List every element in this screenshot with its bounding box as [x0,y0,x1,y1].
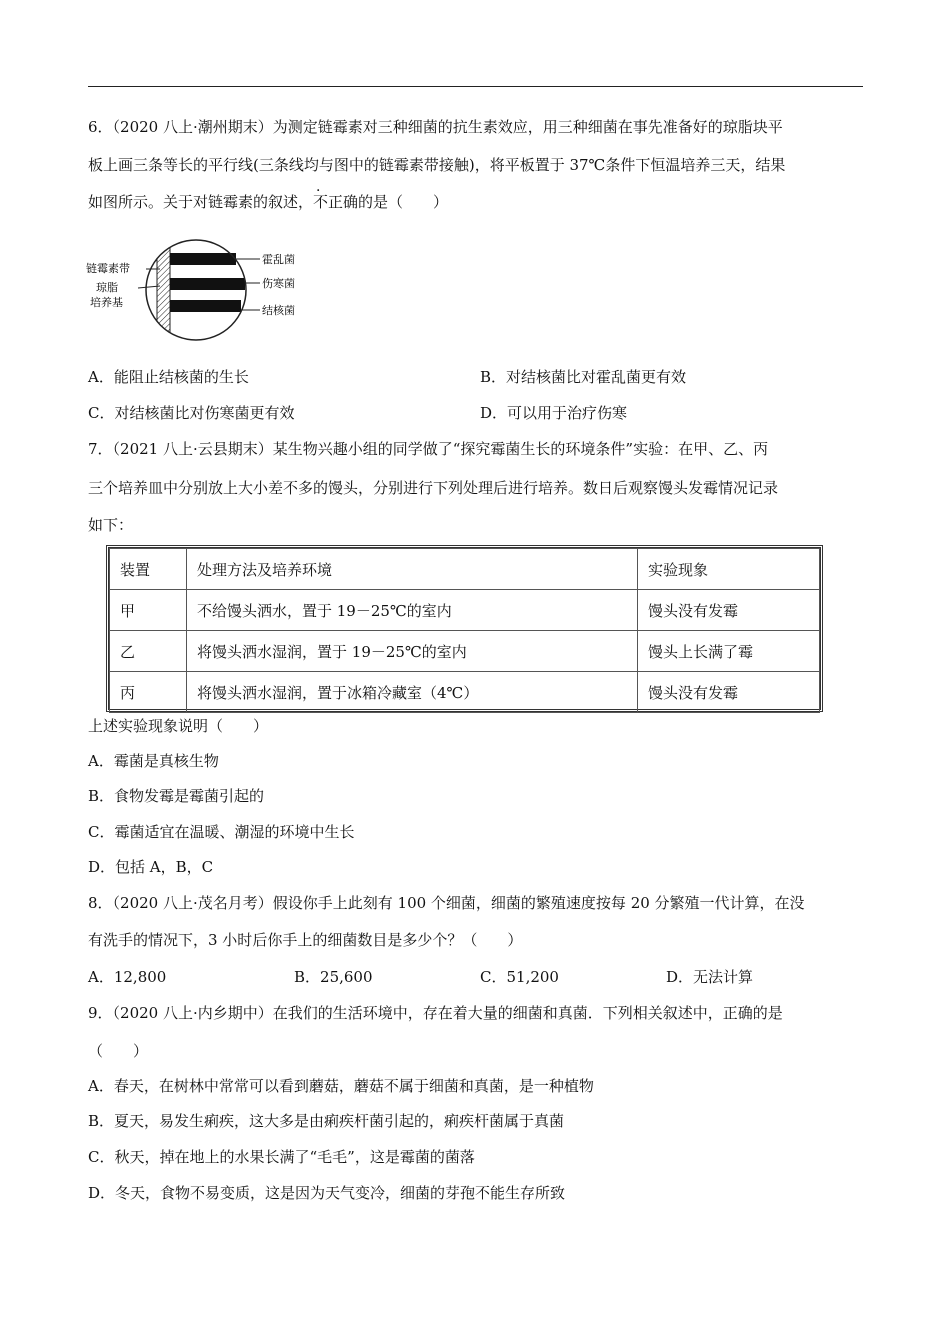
q7-option-b[interactable]: B．食物发霉是霉菌引起的 [88,787,265,805]
table-row [110,631,820,672]
q7-stem: 上述实验现象说明（ ） [88,717,269,735]
table-cell: 甲 [110,590,187,631]
q6-option-d[interactable]: D．可以用于治疗伤寒 [480,404,628,422]
q8-option-c[interactable]: C．51,200 [480,968,559,986]
q6-line-3a: 如图所示。关于对链霉素的叙述， [88,193,314,211]
table-cell: 馒头没有发霉 [638,590,820,631]
q8-option-d[interactable]: D．无法计算 [666,968,754,986]
q7-option-a[interactable]: A．霉菌是真核生物 [88,752,219,770]
q8-line-2: 有洗手的情况下，3 小时后你手上的细菌数目是多少个？（ ） [88,931,523,949]
table-header-row [110,549,820,590]
q9-option-d[interactable]: D．冬天，食物不易变质，这是因为天气变冷，细菌的芽孢不能生存所致 [88,1184,566,1202]
tb-streak [170,300,241,312]
q6-option-b[interactable]: B．对结核菌比对霍乱菌更有效 [480,368,687,386]
table-cell: 丙 [110,672,187,713]
q6-figure [84,228,314,348]
q6-line-3 [88,192,448,212]
q7-line-1: 7．（2021 八上·云县期末）某生物兴趣小组的同学做了“探究霉菌生长的环境条件”实验：在甲、乙、丙 [88,440,769,458]
q9-line-2: （ ） [88,1042,149,1060]
q9-option-b[interactable]: B．夏天，易发生痢疾，这大多是由痢疾杆菌引起的，痢疾杆菌属于真菌 [88,1112,565,1130]
table-header-cell: 装置 [110,549,187,590]
petri-dish-diagram [84,228,314,348]
q8-option-a[interactable]: A．12,800 [88,968,167,986]
q6-line-2: 板上画三条等长的平行线(三条线均与图中的链霉素带接触)，将平板置于 37℃条件下恒温培养三天，结果 [88,156,786,174]
table-header-cell: 处理方法及培养环境 [187,549,638,590]
label-typhoid: 伤寒菌 [262,277,295,290]
table-cell: 馒头没有发霉 [638,672,820,713]
label-cholera: 霍乱菌 [262,253,295,266]
typhoid-streak [170,278,245,290]
q7-line-3: 如下： [88,516,134,534]
q6-option-a[interactable]: A．能阻止结核菌的生长 [88,368,249,386]
q9-option-a[interactable]: A．春天，在树林中常常可以看到蘑菇，蘑菇不属于细菌和真菌，是一种植物 [88,1077,594,1095]
q9-line-1: 9．（2020 八上·内乡期中）在我们的生活环境中，存在着大量的细菌和真菌．下列相关叙述中，正确的是 [88,1004,783,1022]
q7-line-2: 三个培养皿中分别放上大小差不多的馒头，分别进行下列处理后进行培养。数日后观察馒头发霉情况记录 [88,479,779,497]
streptomycin-band [157,228,170,348]
q7-option-c[interactable]: C．霉菌适宜在温暖、潮湿的环境中生长 [88,823,355,841]
q6-option-c[interactable]: C．对结核菌比对伤寒菌更有效 [88,404,295,422]
table-cell: 乙 [110,631,187,672]
q7-table [106,545,823,712]
header-rule [88,86,863,87]
label-agar-2: 培养基 [90,296,123,309]
cholera-streak [170,253,236,265]
q7-option-d[interactable]: D．包括 A，B，C [88,858,214,876]
q8-line-1: 8．（2020 八上·茂名月考）假设你手上此刻有 100 个细菌，细菌的繁殖速度按每 20 分繁殖一代计算，在没 [88,894,805,912]
q9-option-c[interactable]: C．秋天，掉在地上的水果长满了“毛毛”，这是霉菌的菌落 [88,1148,475,1166]
table-row [110,590,820,631]
q8-option-b[interactable]: B．25,600 [294,968,373,986]
q6-emphasis-not: 不 [313,193,329,211]
table-cell: 将馒头洒水湿润，置于 19－25℃的室内 [187,631,638,672]
table-cell: 馒头上长满了霉 [638,631,820,672]
q6-line-1: 6．（2020 八上·潮州期末）为测定链霉素对三种细菌的抗生素效应，用三种细菌在事先准备好的琼脂块平 [88,118,783,136]
label-tb: 结核菌 [262,304,295,317]
table-header-cell: 实验现象 [638,549,820,590]
q6-line-3c: 正确的是（ ） [328,193,449,211]
label-agar-1: 琼脂 [96,281,118,294]
label-band: 链霉素带 [86,262,130,275]
table-cell: 不给馒头洒水，置于 19－25℃的室内 [187,590,638,631]
table-cell: 将馒头洒水湿润，置于冰箱冷藏室（4℃） [187,672,638,713]
table-row [110,672,820,713]
